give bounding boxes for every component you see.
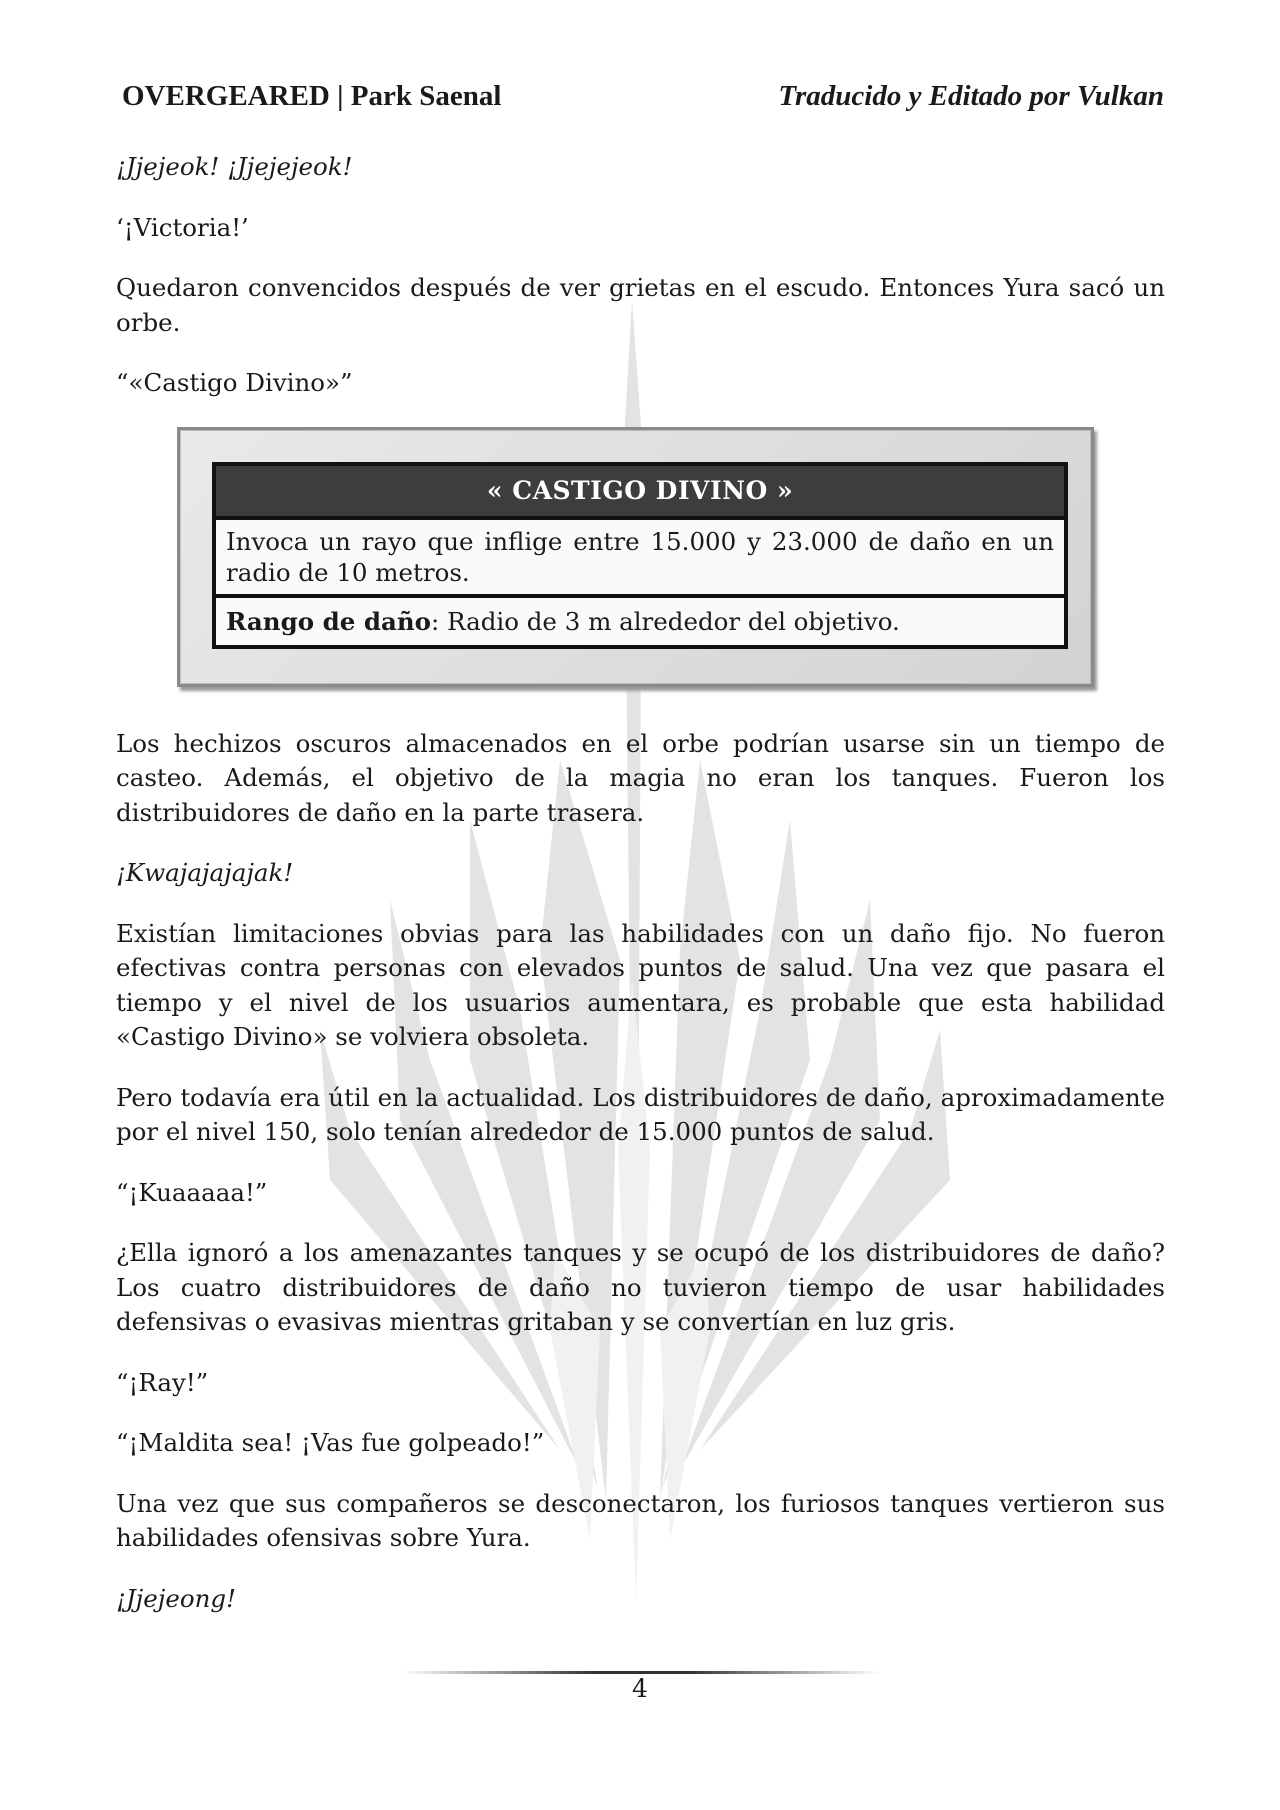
paragraph: “¡Kuaaaaa!” (116, 1177, 268, 1207)
skill-table (212, 462, 1068, 649)
skill-range-row (216, 598, 1064, 645)
paragraph: Pero todavía era útil en la actualidad. Los distribuidores de daño, aproximadamente por el nivel 150, solo tenían alrededor de 15.000 puntos de salud. (116, 1082, 1165, 1146)
page-body (116, 150, 1165, 1642)
paragraph: “¡Maldita sea! ¡Vas fue golpeado!” (116, 1428, 545, 1457)
paragraph: ¿Ella ignoró a los amenazantes tanques y se ocupó de los distribuidores de daño? Los cuatro distribuidores de daño no tuvieron tiempo de usar habilidades defensivas o evasivas mientras gritaban y se convertían en luz gris. (116, 1238, 1165, 1336)
paragraph: “«Castigo Divino»” (116, 368, 353, 397)
skill-range-text: : Radio de 3 m alrededor del objetivo. (431, 606, 900, 636)
skill-range-label: Rango de daño (226, 606, 432, 636)
paragraph: ‘¡Victoria!’ (116, 212, 249, 242)
paragraph: ¡Kwajajajajak! (116, 858, 294, 887)
page-number: 4 (632, 1674, 648, 1703)
paragraph: Una vez que sus compañeros se desconectaron, los furiosos tanques vertieron sus habilidades ofensivas sobre Yura. (116, 1488, 1165, 1552)
header-book-title: OVERGEARED | Park Saenal (122, 79, 502, 112)
paragraph: ¡Jjejeong! (116, 1583, 236, 1613)
paragraph: Los hechizos oscuros almacenados en el orbe podrían usarse sin un tiempo de casteo. Además, el objetivo de la magia no eran los tanques. Fueron los distribuidores de daño en la parte trasera. (116, 728, 1165, 827)
paragraph: Existían limitaciones obvias para las habilidades con un daño fijo. No fueron efectivas contra personas con elevados puntos de salud. Una vez que pasara el tiempo y el nivel de los usuarios aumentara, es probable que esta habilidad «Castigo Divino» se volviera obsoleta. (116, 918, 1165, 1051)
skill-title: « CASTIGO DIVINO » (216, 466, 1064, 520)
skill-info-box (177, 427, 1094, 687)
skill-description: Invoca un rayo que inflige entre 15.000 y 23.000 de daño en un radio de 10 metros. (216, 520, 1064, 598)
page-header (122, 76, 1164, 116)
paragraph: Quedaron convencidos después de ver grietas en el escudo. Entonces Yura sacó un orbe. (116, 273, 1165, 337)
header-translator-credit: Traducido y Editado por Vulkan (778, 79, 1164, 112)
paragraph: ¡Jjejeok! ¡Jjejejeok! (116, 152, 353, 181)
paragraph: “¡Ray!” (116, 1367, 209, 1397)
